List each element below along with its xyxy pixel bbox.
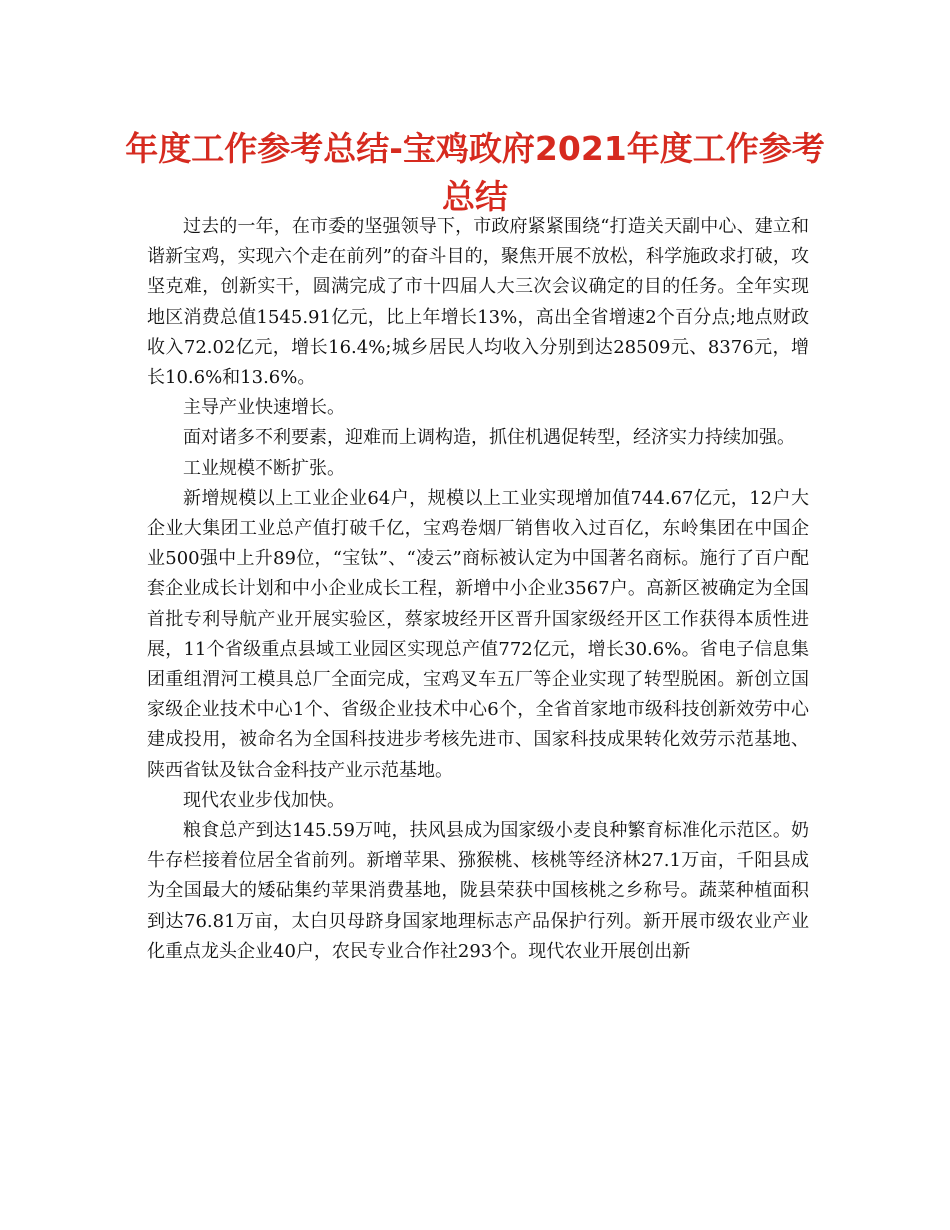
paragraph: 过去的一年，在市委的坚强领导下，市政府紧紧围绕“打造关天副中心、建立和谐新宝鸡，实现六个走在前列”的奋斗目的，聚焦开展不放松，科学施政求打破，攻坚克难，创新实干，圆满完成了市十四届人大三次会议确定的目的任务。全年实现地区消费总值1545.91亿元，比上年增长13%，高出全省增速2个百分点;地点财政收入72.02亿元，增长16.4%;城乡居民人均收入分别到达28509元、8376元，增长10.6%和13.6%。 bbox=[147, 216, 809, 389]
document-body bbox=[147, 212, 809, 967]
paragraph: 面对诸多不利要素，迎难而上调构造，抓住机遇促转型，经济实力持续加强。 bbox=[183, 427, 795, 449]
section-heading: 主导产业快速增长。 bbox=[183, 397, 345, 419]
paragraph: 粮食总产到达145.59万吨，扶风县成为国家级小麦良种繁育标准化示范区。奶牛存栏接着位居全省前列。新增苹果、猕猴桃、核桃等经济林27.1万亩，千阳县成为全国最大的矮砧集约苹果消费基地，陇县荣获中国核桃之乡称号。蔬菜种植面积到达76.81万亩，太白贝母跻身国家地理标志产品保护行列。新开展市级农业产业化重点龙头企业40户，农民专业合作社293个。现代农业开展创出新 bbox=[147, 820, 809, 962]
paragraph: 新增规模以上工业企业64户，规模以上工业实现增加值744.67亿元，12户大企业大集团工业总产值打破千亿，宝鸡卷烟厂销售收入过百亿，东岭集团在中国企业500强中上升89位，“宝钛”、“凌云”商标被认定为中国著名商标。施行了百户配套企业成长计划和中小企业成长工程，新增中小企业3567户。高新区被确定为全国首批专利导航产业开展实验区，蔡家坡经开区晋升国家级经开区工作获得本质性进展，11个省级重点县域工业园区实现总产值772亿元，增长30.6%。省电子信息集团重组渭河工模具总厂全面完成，宝鸡叉车五厂等企业实现了转型脱困。新创立国家级企业技术中心1个、省级企业技术中心6个，全省首家地市级科技创新效劳中心建成投用，被命名为全国科技进步考核先进市、国家科技成果转化效劳示范基地、陕西省钛及钛合金科技产业示范基地。 bbox=[147, 487, 809, 781]
document-title: 年度工作参考总结-宝鸡政府2021年度工作参考总结 bbox=[125, 129, 825, 216]
section-heading: 现代农业步伐加快。 bbox=[183, 789, 345, 811]
section-heading: 工业规模不断扩张。 bbox=[183, 457, 345, 479]
